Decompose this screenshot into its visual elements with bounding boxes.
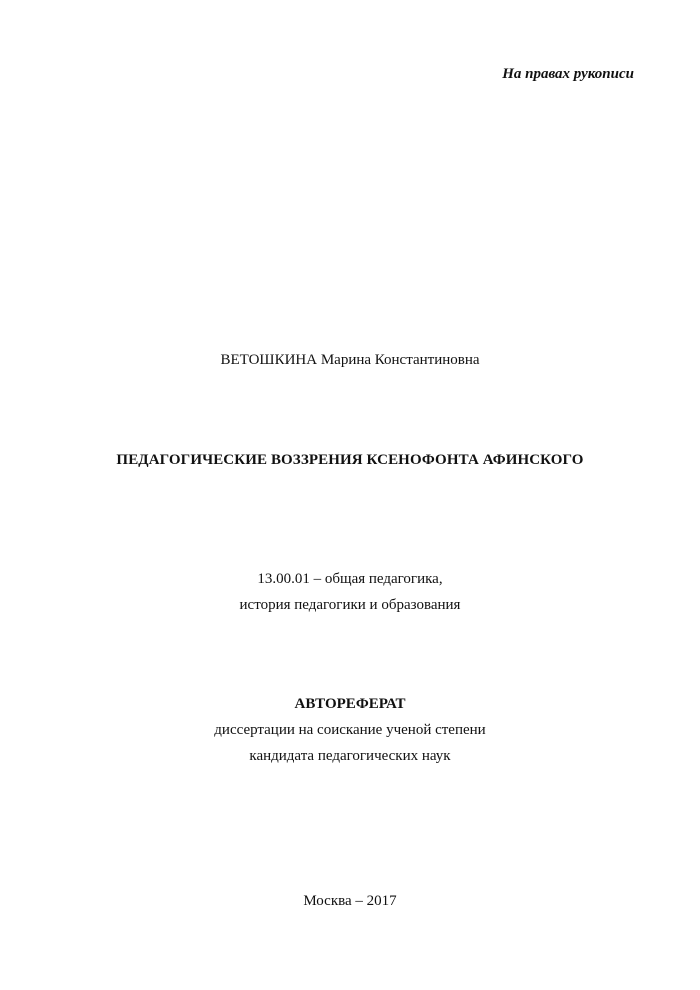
specialty-name-line: история педагогики и образования: [239, 597, 461, 613]
abstract-heading: АВТОРЕФЕРАТ: [294, 696, 406, 712]
manuscript-rights-note: На правах рукописи: [502, 66, 634, 82]
abstract-degree-line: кандидата педагогических наук: [249, 748, 451, 764]
place-and-year: Москва – 2017: [303, 893, 397, 909]
abstract-purpose-line: диссертации на соискание ученой степени: [214, 722, 486, 738]
author-name: ВЕТОШКИНА Марина Константиновна: [220, 352, 480, 368]
specialty-code-line: 13.00.01 – общая педагогика,: [257, 571, 443, 587]
dissertation-title: ПЕДАГОГИЧЕСКИЕ ВОЗЗРЕНИЯ КСЕНОФОНТА АФИНСКОГО: [116, 452, 584, 468]
